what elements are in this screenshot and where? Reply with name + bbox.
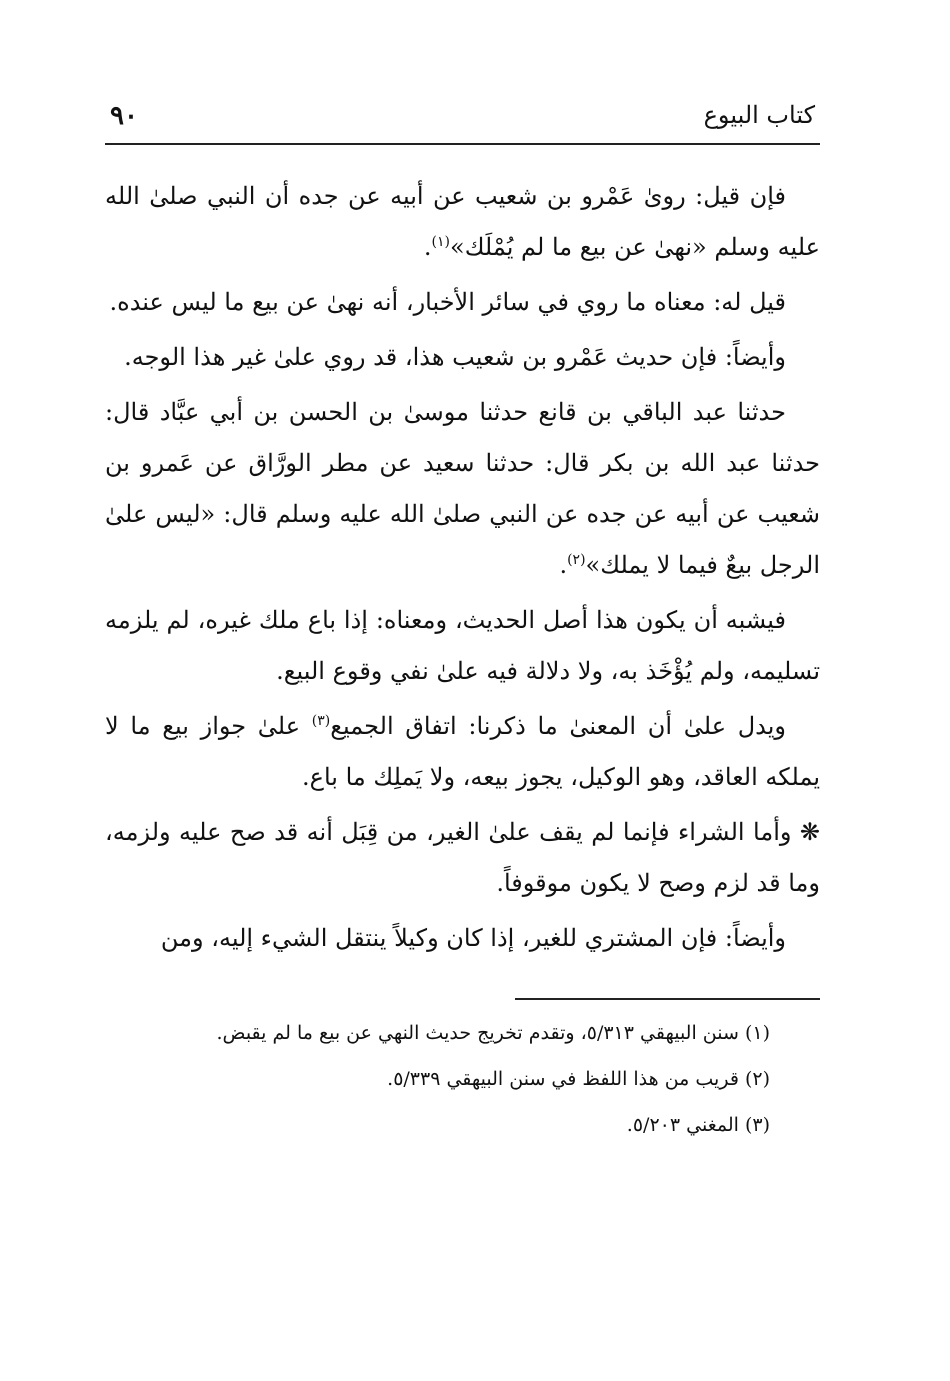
footnote-marker: (٢) bbox=[567, 552, 586, 568]
paragraph bbox=[105, 332, 820, 383]
paragraph bbox=[105, 595, 820, 697]
footnotes bbox=[105, 1010, 820, 1148]
paragraph-text: وأيضاً: فإن حديث عَمْرو بن شعيب هذا، قد روي علىٰ غير هذا الوجه. bbox=[124, 343, 786, 371]
footnote-divider bbox=[515, 998, 820, 1000]
paragraph bbox=[105, 913, 820, 964]
footnote: (١) سنن البيهقي ٥/٣١٣، وتقدم تخريج حديث النهي عن بيع ما لم يقبض. bbox=[216, 1022, 770, 1044]
footnote: (٣) المغني ٥/٢٠٣. bbox=[626, 1114, 770, 1136]
paragraph-text: فيشبه أن يكون هذا أصل الحديث، ومعناه: إذا باع ملك غيره، لم يلزمه تسليمه، ولم يُؤْخَذ به، ولا دلالة فيه علىٰ نفي وقوع البيع. bbox=[105, 606, 820, 685]
paragraph-text: ❋ وأما الشراء فإنما لم يقف علىٰ الغير، من قِبَل أنه قد صح عليه ولزمه، وما قد لزم وصح لا يكون موقوفاً. bbox=[105, 818, 820, 897]
paragraph-end: . bbox=[559, 551, 568, 579]
paragraph-text: وأيضاً: فإن المشتري للغير، إذا كان وكيلاً ينتقل الشيء إليه، ومن bbox=[160, 924, 786, 952]
paragraph bbox=[105, 277, 820, 328]
paragraph-text: حدثنا عبد الباقي بن قانع حدثنا موسىٰ بن الحسن بن أبي عبَّاد قال: حدثنا عبد الله بن بكر قال: حدثنا سعيد عن مطر الورَّاق عن عَمرو بن شعيب عن أبيه عن جده عن النبي صلىٰ الله عليه وسلم قال: «ليس علىٰ الرجل بيعٌ فيما لا يملك» bbox=[105, 398, 821, 579]
page-body bbox=[105, 171, 820, 964]
paragraph-end: . bbox=[423, 233, 432, 261]
chapter-title: كتاب البيوع bbox=[703, 101, 815, 129]
paragraph-text: فإن قيل: رویٰ عَمْرو بن شعيب عن أبيه عن جده أن النبي صلىٰ الله عليه وسلم «نهىٰ عن بيع ما لم يُمْلَك» bbox=[105, 182, 820, 261]
book-page bbox=[105, 95, 820, 1315]
footnote-marker: (١) bbox=[431, 234, 451, 250]
footnote-marker: (٣) bbox=[311, 713, 331, 729]
page-header bbox=[105, 95, 820, 145]
paragraph bbox=[105, 701, 820, 803]
footnote: (٢) قريب من هذا اللفظ في سنن البيهقي ٥/٣٣٩. bbox=[387, 1068, 770, 1090]
paragraph-text: قيل له: معناه ما روي في سائر الأخبار، أنه نهىٰ عن بيع ما ليس عنده. bbox=[109, 288, 786, 316]
paragraph bbox=[105, 387, 820, 591]
paragraph-text: ويدل علىٰ أن المعنىٰ ما ذكرنا: اتفاق الجميع bbox=[330, 712, 787, 740]
paragraph-text: علىٰ جواز بيع ما لا يملكه العاقد، وهو الوكيل، يجوز بيعه، ولا يَملِك ما باع. bbox=[105, 712, 820, 791]
paragraph bbox=[105, 171, 820, 273]
paragraph bbox=[105, 807, 820, 909]
page-number: ٩٠ bbox=[110, 101, 138, 131]
